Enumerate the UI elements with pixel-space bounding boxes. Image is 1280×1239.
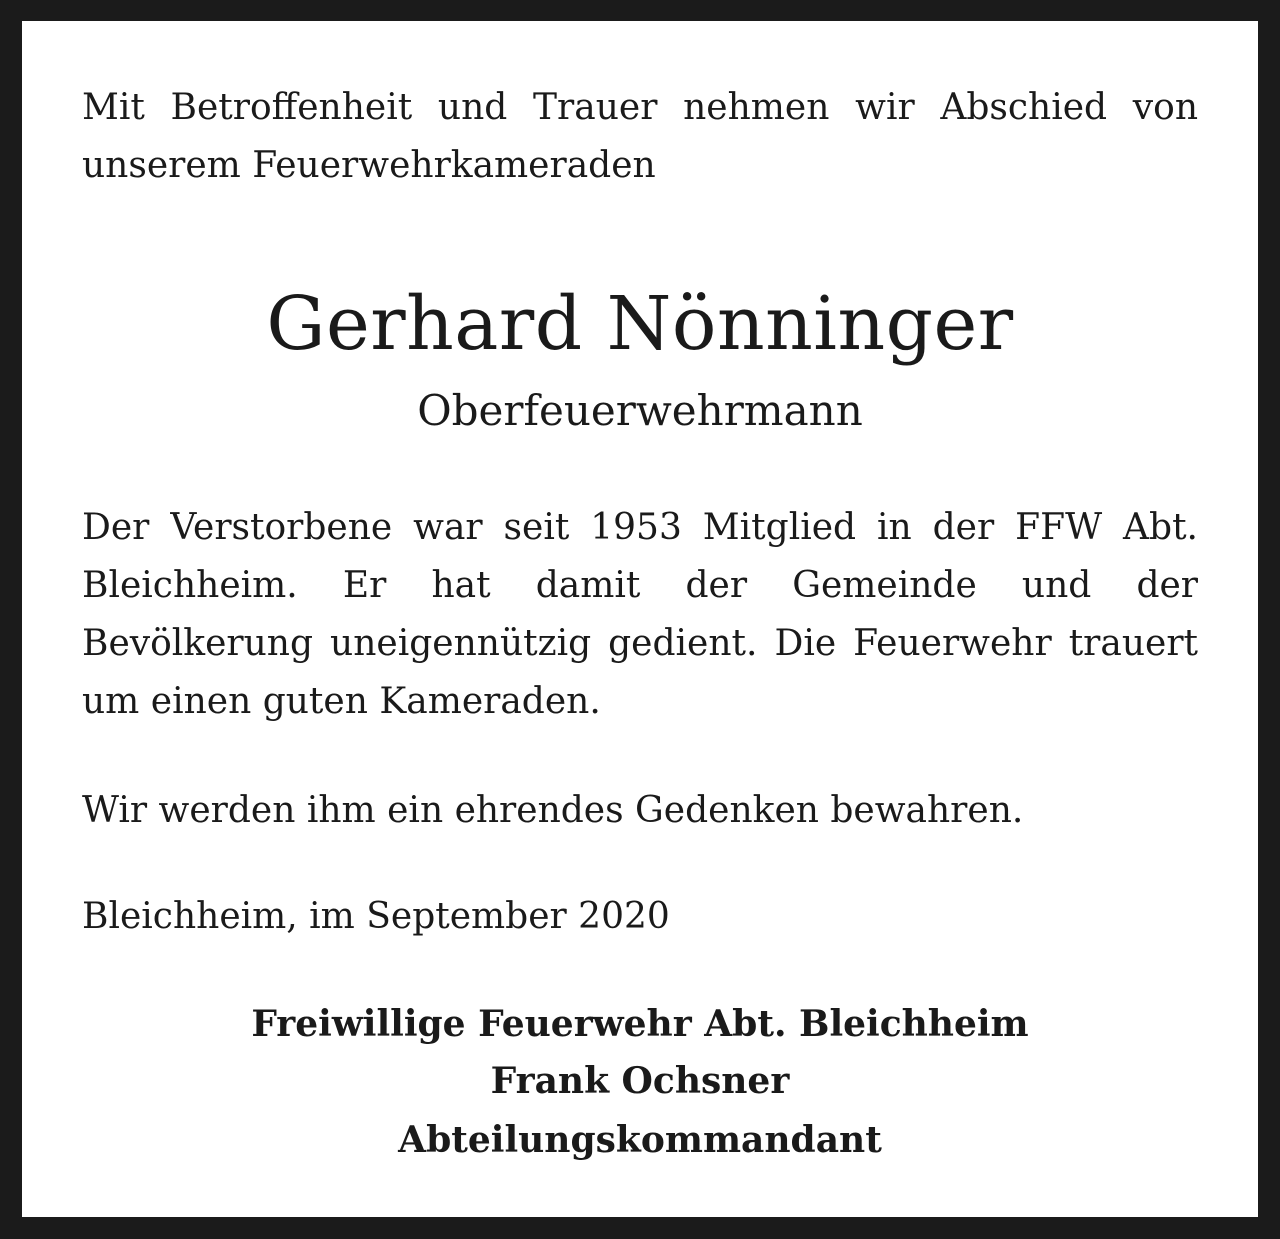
obituary-notice [22,21,1258,1217]
intro-text: Mit Betroffenheit und Trauer nehmen wir Abschied von unserem Feuerwehrkameraden [82,87,1198,186]
memory-text: Wir werden ihm ein ehrendes Gedenken bewahren. [82,790,1024,831]
tribute-text: Der Verstorbene war seit 1953 Mitglied in der FFW Abt. Bleichheim. Er hat damit der Gemeinde und der Bevölkerung uneigennützig gedient. Die Feuerwehr trauert um einen guten Kameraden. [82,507,1198,722]
deceased-rank: Oberfeuerwehrmann [417,386,863,435]
deceased-name: Gerhard Nönninger [266,281,1014,367]
signature-title: Abteilungskommandant [398,1119,882,1161]
signature-organization: Freiwillige Feuerwehr Abt. Bleichheim [251,1003,1029,1045]
signature-person: Frank Ochsner [490,1060,790,1102]
place-date: Bleichheim, im September 2020 [82,896,670,937]
